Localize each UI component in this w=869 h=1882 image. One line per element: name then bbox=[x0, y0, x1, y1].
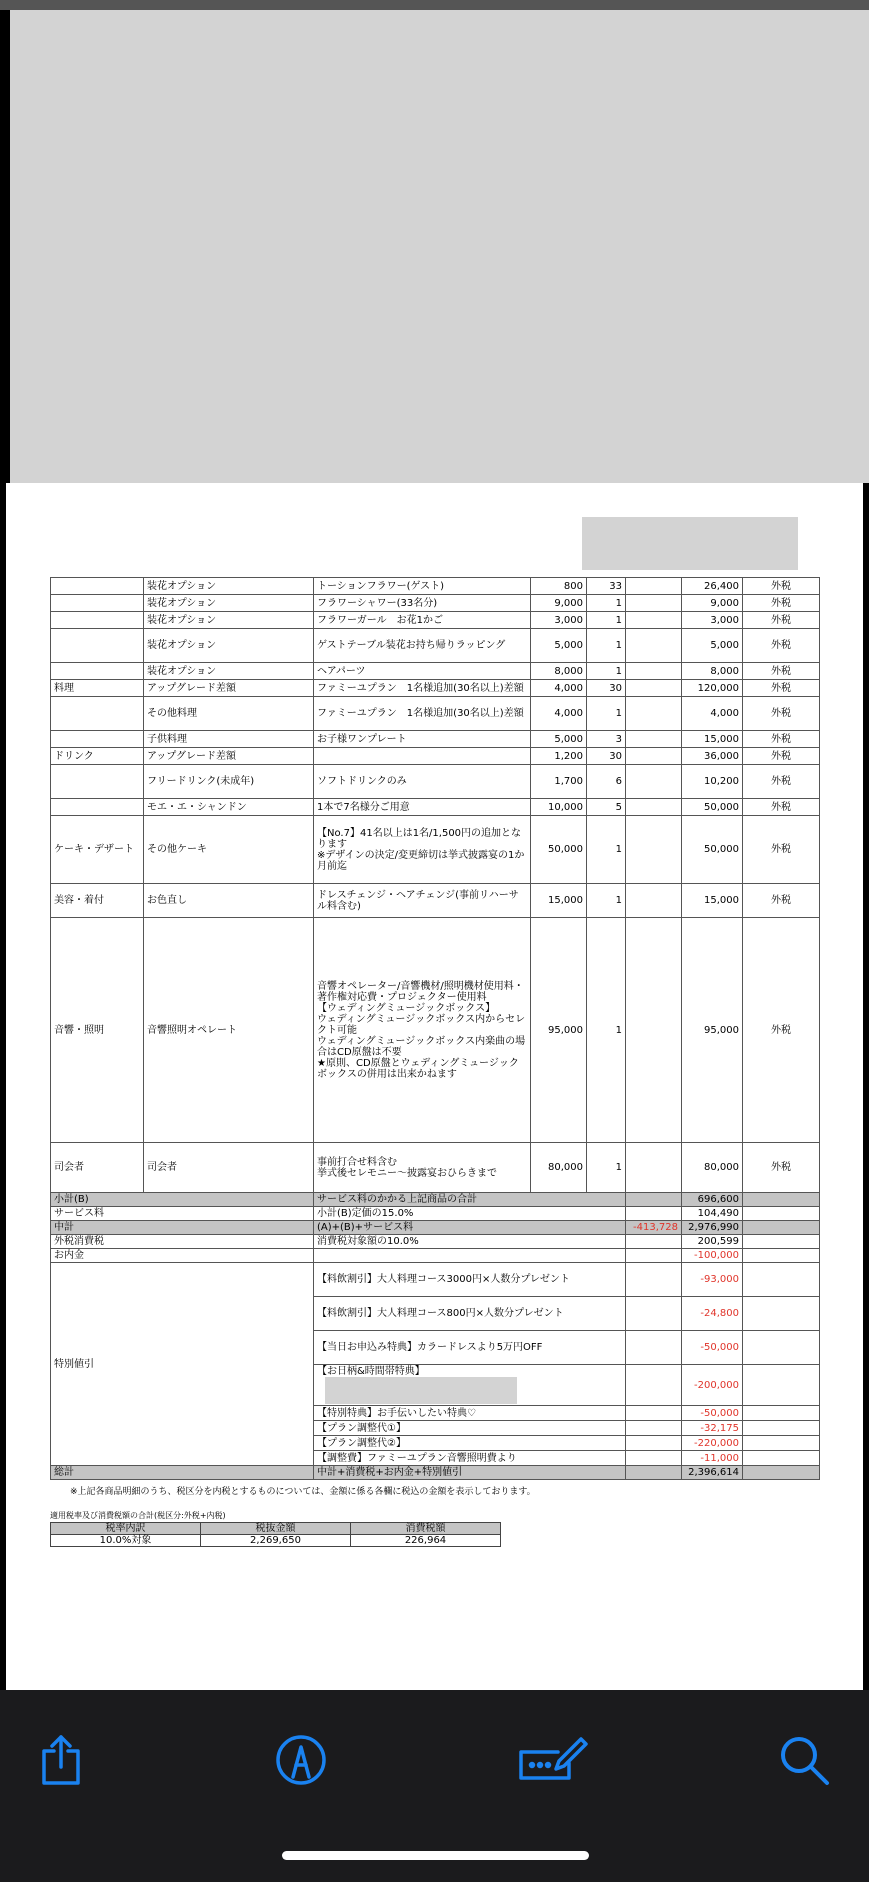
summary-tax-type bbox=[743, 1249, 820, 1263]
redacted-area bbox=[10, 10, 869, 483]
discount-cell bbox=[626, 578, 682, 595]
item-name-cell: 子供料理 bbox=[144, 731, 314, 748]
summary-label: 外税消費税 bbox=[51, 1235, 314, 1249]
special-discount-tax-type bbox=[743, 1365, 820, 1406]
special-discount-row bbox=[51, 1263, 820, 1297]
special-discount-amount: -50,000 bbox=[682, 1406, 743, 1421]
special-discount-text: 【料飲割引】大人料理コース3000円×人数分プレゼント bbox=[317, 1274, 570, 1285]
special-discount-description bbox=[314, 1331, 626, 1365]
description-cell: トーションフラワー(ゲスト) bbox=[314, 578, 531, 595]
line-item-row bbox=[51, 918, 820, 1143]
discount-cell bbox=[626, 697, 682, 731]
special-discount-amount: -220,000 bbox=[682, 1436, 743, 1451]
quantity-cell: 1 bbox=[587, 629, 626, 663]
line-item-row bbox=[51, 697, 820, 731]
special-discount-empty bbox=[626, 1297, 682, 1331]
line-item-row bbox=[51, 799, 820, 816]
discount-cell bbox=[626, 748, 682, 765]
item-name-cell: 装花オプション bbox=[144, 629, 314, 663]
tax-type-cell: 外税 bbox=[743, 816, 820, 884]
amount-cell: 9,000 bbox=[682, 595, 743, 612]
quantity-cell: 5 bbox=[587, 799, 626, 816]
markup-icon[interactable] bbox=[274, 1733, 328, 1787]
line-item-row bbox=[51, 884, 820, 918]
special-discount-amount: -50,000 bbox=[682, 1331, 743, 1365]
summary-tax-type bbox=[743, 1221, 820, 1235]
discount-cell bbox=[626, 595, 682, 612]
summary-description: 消費税対象額の10.0% bbox=[314, 1235, 626, 1249]
summary-description bbox=[314, 1249, 626, 1263]
tax-type-cell: 外税 bbox=[743, 578, 820, 595]
description-cell: 事前打合せ料含む 挙式後セレモニー〜披露宴おひらきまで bbox=[314, 1143, 531, 1193]
grand-total-amount: 2,396,614 bbox=[682, 1466, 743, 1480]
special-discount-tax-type bbox=[743, 1331, 820, 1365]
unit-price-cell: 3,000 bbox=[531, 612, 587, 629]
summary-amount: -100,000 bbox=[682, 1249, 743, 1263]
discount-cell bbox=[626, 884, 682, 918]
redacted-text bbox=[325, 1377, 517, 1404]
description-cell: ファミーユプラン 1名様追加(30名以上)差額 bbox=[314, 680, 531, 697]
share-icon[interactable] bbox=[35, 1733, 89, 1787]
summary-description: 小計(B)定価の15.0% bbox=[314, 1207, 626, 1221]
quantity-cell: 1 bbox=[587, 884, 626, 918]
amount-cell: 15,000 bbox=[682, 884, 743, 918]
line-item-row bbox=[51, 816, 820, 884]
special-discount-tax-type bbox=[743, 1421, 820, 1436]
unit-price-cell: 9,000 bbox=[531, 595, 587, 612]
summary-amount: 104,490 bbox=[682, 1207, 743, 1221]
category-cell bbox=[51, 595, 144, 612]
tax-header-base: 税抜金額 bbox=[201, 1523, 351, 1535]
summary-label: サービス料 bbox=[51, 1207, 314, 1221]
category-cell bbox=[51, 629, 144, 663]
summary-description: (A)+(B)+サービス料 bbox=[314, 1221, 626, 1235]
unit-price-cell: 1,700 bbox=[531, 765, 587, 799]
quantity-cell: 30 bbox=[587, 680, 626, 697]
category-cell: 音響・照明 bbox=[51, 918, 144, 1143]
line-item-row bbox=[51, 1143, 820, 1193]
special-discount-empty bbox=[626, 1406, 682, 1421]
grand-total-label: 総計 bbox=[51, 1466, 314, 1480]
summary-row bbox=[51, 1221, 820, 1235]
item-name-cell: 装花オプション bbox=[144, 595, 314, 612]
amount-cell: 4,000 bbox=[682, 697, 743, 731]
special-discount-empty bbox=[626, 1365, 682, 1406]
line-item-row bbox=[51, 578, 820, 595]
quantity-cell: 1 bbox=[587, 918, 626, 1143]
estimate-body bbox=[51, 578, 820, 1480]
quantity-cell: 1 bbox=[587, 697, 626, 731]
line-item-row bbox=[51, 731, 820, 748]
description-cell: 1本で7名様分ご用意 bbox=[314, 799, 531, 816]
line-item-row bbox=[51, 663, 820, 680]
tax-header-row bbox=[51, 1523, 501, 1535]
discount-cell bbox=[626, 612, 682, 629]
tax-type-cell: 外税 bbox=[743, 765, 820, 799]
tax-type-cell: 外税 bbox=[743, 612, 820, 629]
tax-header-rate: 税率内訳 bbox=[51, 1523, 201, 1535]
discount-cell bbox=[626, 799, 682, 816]
redacted-header-box bbox=[582, 517, 798, 570]
tax-type-cell: 外税 bbox=[743, 697, 820, 731]
line-item-row bbox=[51, 680, 820, 697]
item-name-cell: 装花オプション bbox=[144, 612, 314, 629]
special-discount-text: 【調整費】ファミーユプラン音響照明費より bbox=[317, 1452, 517, 1464]
special-discount-empty bbox=[626, 1263, 682, 1297]
line-item-row bbox=[51, 629, 820, 663]
tax-type-cell: 外税 bbox=[743, 918, 820, 1143]
category-cell: ドリンク bbox=[51, 748, 144, 765]
quantity-cell: 1 bbox=[587, 595, 626, 612]
unit-price-cell: 95,000 bbox=[531, 918, 587, 1143]
item-name-cell: アップグレード差額 bbox=[144, 748, 314, 765]
unit-price-cell: 1,200 bbox=[531, 748, 587, 765]
special-discount-text: 【プラン調整代①】 bbox=[317, 1422, 406, 1434]
unit-price-cell: 5,000 bbox=[531, 629, 587, 663]
tax-type-cell: 外税 bbox=[743, 748, 820, 765]
category-cell bbox=[51, 663, 144, 680]
tax-type-cell: 外税 bbox=[743, 799, 820, 816]
discount-cell bbox=[626, 918, 682, 1143]
tax-note: ※上記各商品明細のうち、税区分を内税とするものについては、金額に係る各欄に税込の金額を表示しております。 bbox=[70, 1487, 536, 1497]
line-item-row bbox=[51, 748, 820, 765]
special-discount-amount: -11,000 bbox=[682, 1451, 743, 1466]
unit-price-cell: 80,000 bbox=[531, 1143, 587, 1193]
item-name-cell: アップグレード差額 bbox=[144, 680, 314, 697]
unit-price-cell: 10,000 bbox=[531, 799, 587, 816]
summary-discount bbox=[626, 1249, 682, 1263]
special-discount-description bbox=[314, 1365, 626, 1406]
tax-type-cell: 外税 bbox=[743, 731, 820, 748]
quantity-cell: 30 bbox=[587, 748, 626, 765]
tax-summary-table bbox=[50, 1522, 501, 1547]
quantity-cell: 33 bbox=[587, 578, 626, 595]
quantity-cell: 1 bbox=[587, 1143, 626, 1193]
summary-discount: -413,728 bbox=[626, 1221, 682, 1235]
signature-icon[interactable] bbox=[516, 1733, 590, 1787]
unit-price-cell: 4,000 bbox=[531, 680, 587, 697]
special-discount-amount: -93,000 bbox=[682, 1263, 743, 1297]
line-item-row bbox=[51, 612, 820, 629]
special-discount-description bbox=[314, 1406, 626, 1421]
category-cell bbox=[51, 799, 144, 816]
discount-cell bbox=[626, 680, 682, 697]
unit-price-cell: 8,000 bbox=[531, 663, 587, 680]
special-discount-description bbox=[314, 1263, 626, 1297]
category-cell bbox=[51, 731, 144, 748]
tax-rate: 10.0%対象 bbox=[51, 1535, 201, 1547]
category-cell: 美容・着付 bbox=[51, 884, 144, 918]
tax-header-tax: 消費税額 bbox=[351, 1523, 501, 1535]
amount-cell: 10,200 bbox=[682, 765, 743, 799]
summary-row bbox=[51, 1249, 820, 1263]
special-discount-text: 【プラン調整代②】 bbox=[317, 1437, 406, 1449]
special-discount-description bbox=[314, 1451, 626, 1466]
category-cell bbox=[51, 765, 144, 799]
special-discount-amount: -200,000 bbox=[682, 1365, 743, 1406]
special-discount-tax-type bbox=[743, 1436, 820, 1451]
summary-row bbox=[51, 1235, 820, 1249]
item-name-cell: フリードリンク(未成年) bbox=[144, 765, 314, 799]
description-cell: 音響オペレーター/音響機材/照明機材使用料・著作権対応費・プロジェクター使用料 【ウェディングミュージックボックス】 ウェディングミュージックボックス内からセレクト可能 ウェディングミュージックボックス内楽曲の場合はCD原盤は不要 ★原則、CD原盤とウェディングミュージックボックスの併用は出来かねます bbox=[314, 918, 531, 1143]
description-cell: お子様ワンプレート bbox=[314, 731, 531, 748]
summary-amount: 696,600 bbox=[682, 1193, 743, 1207]
special-discount-description bbox=[314, 1436, 626, 1451]
summary-tax-type bbox=[743, 1235, 820, 1249]
category-cell: 料理 bbox=[51, 680, 144, 697]
amount-cell: 120,000 bbox=[682, 680, 743, 697]
description-cell: ファミーユプラン 1名様追加(30名以上)差額 bbox=[314, 697, 531, 731]
status-strip bbox=[0, 0, 869, 10]
grand-total-description: 中計+消費税+お内金+特別値引 bbox=[314, 1466, 626, 1480]
special-discount-label: 特別値引 bbox=[51, 1263, 314, 1466]
item-name-cell: その他料理 bbox=[144, 697, 314, 731]
unit-price-cell: 50,000 bbox=[531, 816, 587, 884]
special-discount-text: 【料飲割引】大人料理コース800円×人数分プレゼント bbox=[317, 1308, 564, 1319]
summary-discount bbox=[626, 1235, 682, 1249]
amount-cell: 50,000 bbox=[682, 816, 743, 884]
line-item-row bbox=[51, 595, 820, 612]
description-cell: ヘアパーツ bbox=[314, 663, 531, 680]
discount-cell bbox=[626, 1143, 682, 1193]
special-discount-empty bbox=[626, 1421, 682, 1436]
summary-tax-type bbox=[743, 1193, 820, 1207]
amount-cell: 95,000 bbox=[682, 918, 743, 1143]
line-item-row bbox=[51, 765, 820, 799]
tax-type-cell: 外税 bbox=[743, 663, 820, 680]
special-discount-tax-type bbox=[743, 1451, 820, 1466]
discount-cell bbox=[626, 765, 682, 799]
description-cell: ゲストテーブル装花お持ち帰りラッピング bbox=[314, 629, 531, 663]
summary-description: サービス料のかかる上記商品の合計 bbox=[314, 1193, 626, 1207]
amount-cell: 26,400 bbox=[682, 578, 743, 595]
quantity-cell: 1 bbox=[587, 816, 626, 884]
special-discount-empty bbox=[626, 1451, 682, 1466]
unit-price-cell: 5,000 bbox=[531, 731, 587, 748]
discount-cell bbox=[626, 629, 682, 663]
category-cell: ケーキ・デザート bbox=[51, 816, 144, 884]
unit-price-cell: 800 bbox=[531, 578, 587, 595]
special-discount-text: 【特別特典】お手伝いしたい特典♡ bbox=[317, 1407, 476, 1419]
quantity-cell: 6 bbox=[587, 765, 626, 799]
estimate-table bbox=[50, 577, 820, 1480]
special-discount-description bbox=[314, 1421, 626, 1436]
item-name-cell: モエ・エ・シャンドン bbox=[144, 799, 314, 816]
tax-type-cell: 外税 bbox=[743, 884, 820, 918]
description-cell bbox=[314, 748, 531, 765]
special-discount-tax-type bbox=[743, 1297, 820, 1331]
quantity-cell: 3 bbox=[587, 731, 626, 748]
amount-cell: 36,000 bbox=[682, 748, 743, 765]
special-discount-amount: -24,800 bbox=[682, 1297, 743, 1331]
summary-label: お内金 bbox=[51, 1249, 314, 1263]
tax-type-cell: 外税 bbox=[743, 595, 820, 612]
description-cell: 【No.7】41名以上は1名/1,500円の追加となります ※デザインの決定/変更締切は挙式披露宴の1か月前迄 bbox=[314, 816, 531, 884]
amount-cell: 3,000 bbox=[682, 612, 743, 629]
summary-discount bbox=[626, 1207, 682, 1221]
tax-amount: 226,964 bbox=[351, 1535, 501, 1547]
category-cell bbox=[51, 578, 144, 595]
grand-total-discount bbox=[626, 1466, 682, 1480]
summary-discount bbox=[626, 1193, 682, 1207]
grand-total-tax-type bbox=[743, 1466, 820, 1480]
special-discount-tax-type bbox=[743, 1406, 820, 1421]
item-name-cell: その他ケーキ bbox=[144, 816, 314, 884]
category-cell bbox=[51, 612, 144, 629]
summary-amount: 2,976,990 bbox=[682, 1221, 743, 1235]
unit-price-cell: 15,000 bbox=[531, 884, 587, 918]
tax-value-row bbox=[51, 1535, 501, 1547]
amount-cell: 8,000 bbox=[682, 663, 743, 680]
discount-cell bbox=[626, 731, 682, 748]
special-discount-text: 【お日柄&時間帯特典】 bbox=[317, 1366, 425, 1377]
tax-type-cell: 外税 bbox=[743, 1143, 820, 1193]
description-cell: フラワーシャワー(33名分) bbox=[314, 595, 531, 612]
special-discount-empty bbox=[626, 1331, 682, 1365]
tax-type-cell: 外税 bbox=[743, 680, 820, 697]
item-name-cell: 装花オプション bbox=[144, 578, 314, 595]
amount-cell: 15,000 bbox=[682, 731, 743, 748]
home-indicator[interactable] bbox=[282, 1851, 589, 1860]
item-name-cell: 装花オプション bbox=[144, 663, 314, 680]
special-discount-description bbox=[314, 1297, 626, 1331]
special-discount-text: 【当日お申込み特典】カラードレスより5万円OFF bbox=[317, 1342, 543, 1353]
amount-cell: 5,000 bbox=[682, 629, 743, 663]
special-discount-tax-type bbox=[743, 1263, 820, 1297]
category-cell: 司会者 bbox=[51, 1143, 144, 1193]
description-cell: ソフトドリンクのみ bbox=[314, 765, 531, 799]
quantity-cell: 1 bbox=[587, 612, 626, 629]
special-discount-empty bbox=[626, 1436, 682, 1451]
search-icon[interactable] bbox=[777, 1733, 831, 1787]
amount-cell: 80,000 bbox=[682, 1143, 743, 1193]
description-cell: ドレスチェンジ・ヘアチェンジ(事前リハーサル料含む) bbox=[314, 884, 531, 918]
summary-label: 小計(B) bbox=[51, 1193, 314, 1207]
summary-row bbox=[51, 1207, 820, 1221]
tax-type-cell: 外税 bbox=[743, 629, 820, 663]
discount-cell bbox=[626, 816, 682, 884]
item-name-cell: お色直し bbox=[144, 884, 314, 918]
summary-tax-type bbox=[743, 1207, 820, 1221]
item-name-cell: 司会者 bbox=[144, 1143, 314, 1193]
description-cell: フラワーガール お花1かご bbox=[314, 612, 531, 629]
category-cell bbox=[51, 697, 144, 731]
summary-amount: 200,599 bbox=[682, 1235, 743, 1249]
item-name-cell: 音響照明オペレート bbox=[144, 918, 314, 1143]
tax-base-amount: 2,269,650 bbox=[201, 1535, 351, 1547]
discount-cell bbox=[626, 663, 682, 680]
grand-total-row bbox=[51, 1466, 820, 1480]
quantity-cell: 1 bbox=[587, 663, 626, 680]
amount-cell: 50,000 bbox=[682, 799, 743, 816]
tax-summary-caption: 適用税率及び消費税額の合計(税区分:外税+内税) bbox=[50, 1511, 226, 1520]
summary-label: 中計 bbox=[51, 1221, 314, 1235]
summary-row bbox=[51, 1193, 820, 1207]
special-discount-amount: -32,175 bbox=[682, 1421, 743, 1436]
unit-price-cell: 4,000 bbox=[531, 697, 587, 731]
